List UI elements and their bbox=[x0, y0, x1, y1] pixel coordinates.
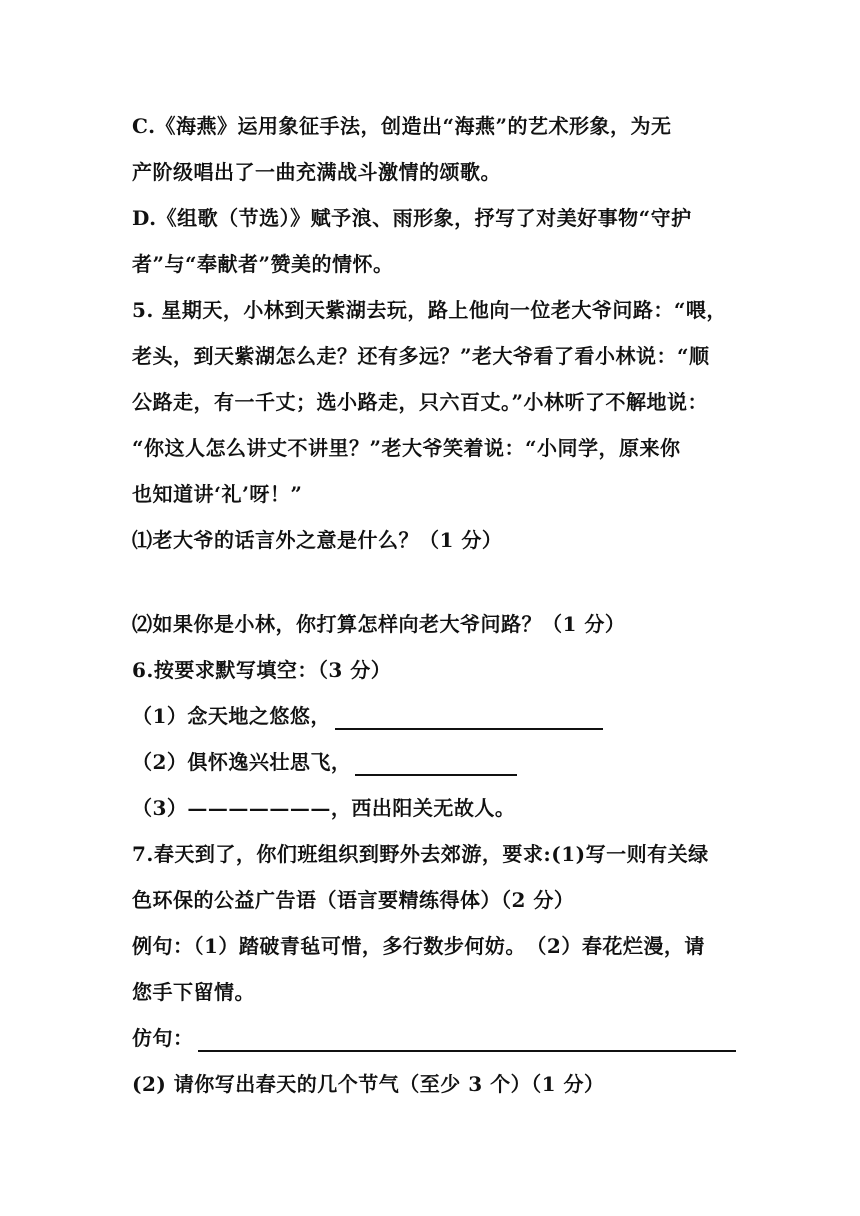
example-line1: 例句：（1）踏破青毡可惜，多行数步何妨。 （2）春花烂漫，请 bbox=[132, 934, 705, 958]
imitate-line bbox=[132, 1024, 732, 1052]
question-5-sub2: ⑵如果你是小林，你打算怎样向老大爷问路？（1 分） bbox=[132, 612, 626, 636]
imitate-label: 仿句： bbox=[132, 1026, 194, 1050]
question-5-sub1: ⑴老大爷的话言外之意是什么？（1 分） bbox=[132, 528, 503, 552]
example-line2: 您手下留情。 bbox=[132, 980, 255, 1004]
question-5-line2: 老头，到天紫湖怎么走？还有多远？”老大爷看了看小林说：“顺 bbox=[132, 344, 710, 368]
question-7-line2: 色环保的公益广告语（语言要精练得体）（2 分） bbox=[132, 888, 575, 912]
question-7-line1: 7.春天到了，你们班组织到野外去郊游，要求:(1)写一则有关绿 bbox=[132, 842, 709, 866]
question-5-line4: “你这人怎么讲丈不讲里？”老大爷笑着说：“小同学，原来你 bbox=[132, 436, 681, 460]
question-6-item3: （3）———————，西出阳关无故人。 bbox=[132, 796, 516, 820]
question-5-line5: 也知道讲‘礼’呀！” bbox=[132, 482, 303, 506]
option-d-line2: 者”与“奉献者”赞美的情怀。 bbox=[132, 252, 394, 276]
answer-blank-1[interactable] bbox=[335, 708, 603, 730]
option-c-line2: 产阶级唱出了一曲充满战斗激情的颂歌。 bbox=[132, 160, 501, 184]
answer-blank-2[interactable] bbox=[355, 754, 517, 776]
question-5-line3: 公路走，有一千丈；选小路走，只六百丈。”小林听了不解地说： bbox=[132, 390, 709, 414]
option-d-line1: D.《组歌（节选）》赋予浪、雨形象，抒写了对美好事物“守护 bbox=[132, 206, 692, 230]
question-6-item1 bbox=[132, 702, 732, 730]
question-5-line1: 5. 星期天，小林到天紫湖去玩，路上他向一位老大爷问路：“喂， bbox=[132, 298, 727, 322]
question-6-item2 bbox=[132, 748, 732, 776]
question-6-item2-text: （2）俱怀逸兴壮思飞， bbox=[132, 750, 352, 774]
question-6-item1-text: （1）念天地之悠悠， bbox=[132, 704, 331, 728]
question-6-title: 6.按要求默写填空：（3 分） bbox=[132, 658, 392, 682]
option-c-line1: C.《海燕》运用象征手法，创造出“海燕”的艺术形象，为无 bbox=[132, 114, 672, 138]
question-7-sub2: (2) 请你写出春天的几个节气（至少 3 个）（1 分） bbox=[132, 1072, 605, 1096]
imitate-answer-blank[interactable] bbox=[198, 1030, 736, 1052]
